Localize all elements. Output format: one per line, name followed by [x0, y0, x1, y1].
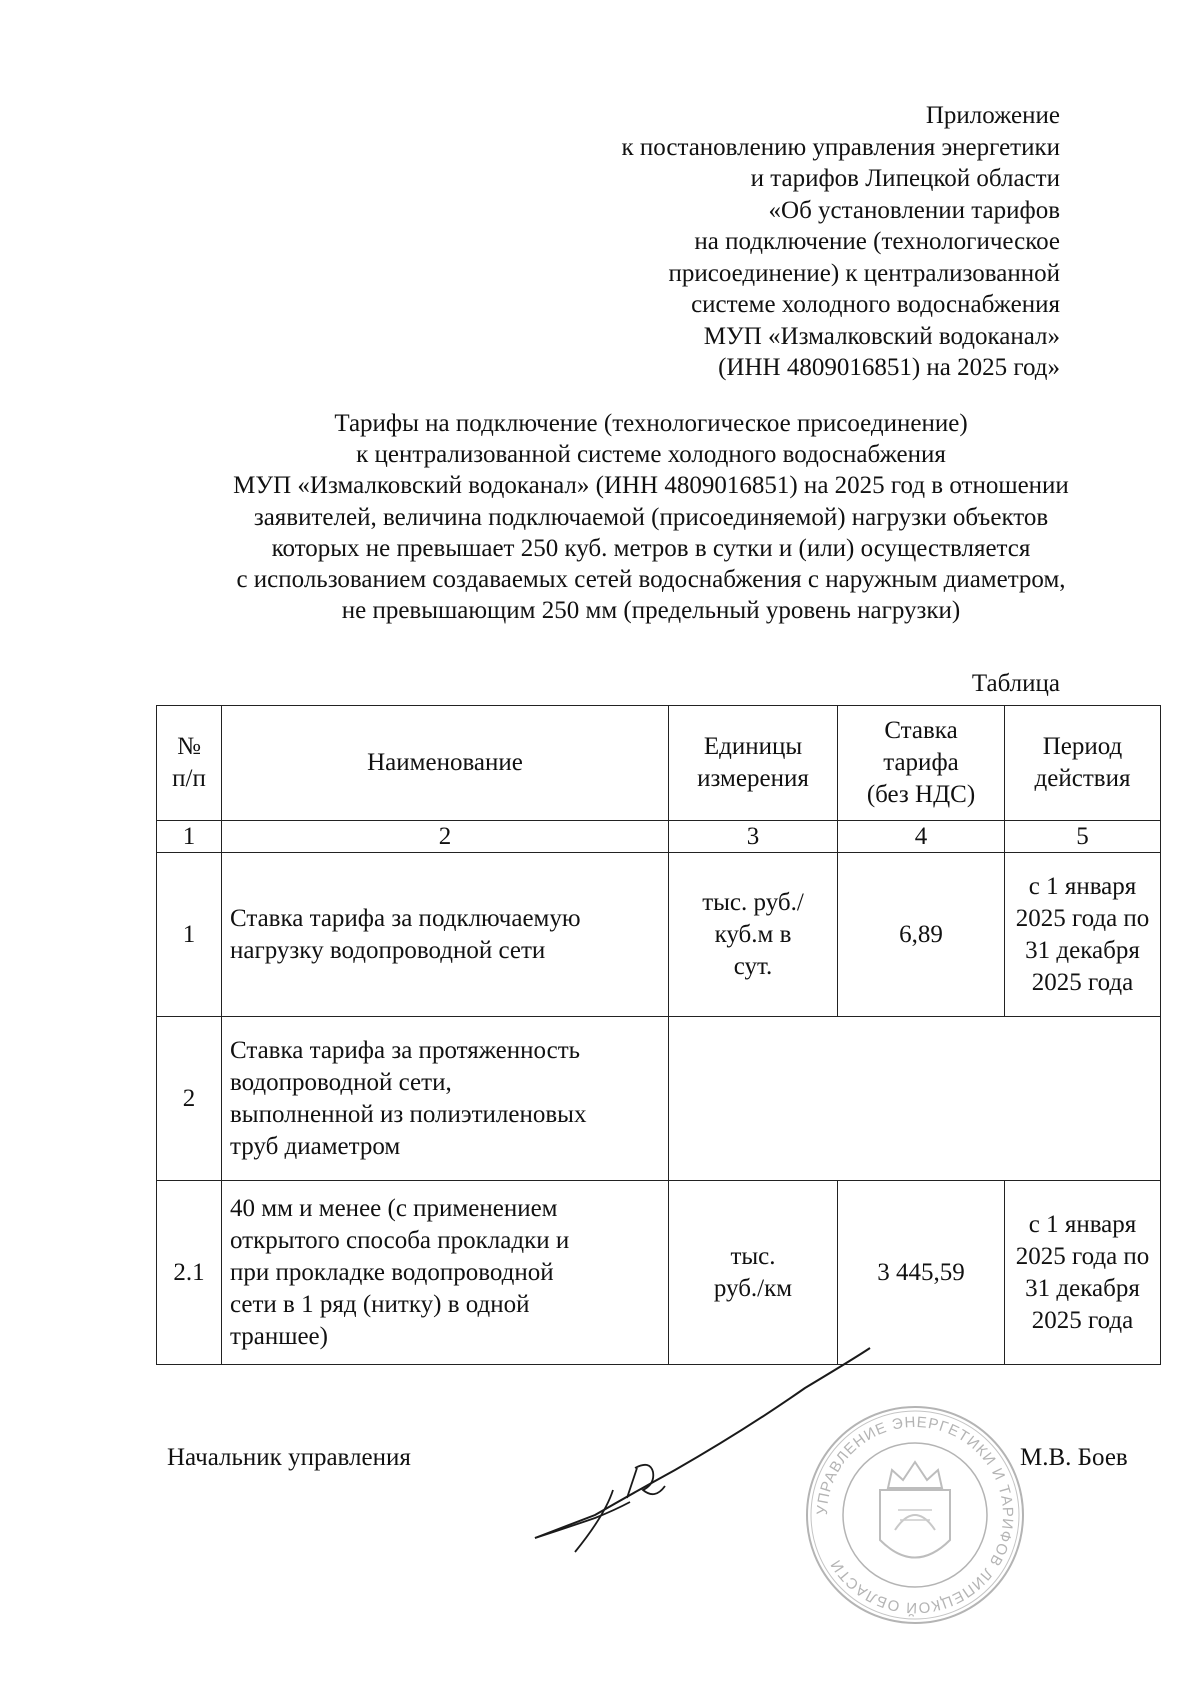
- row-unit: тыс. руб./ куб.м в сут.: [669, 853, 838, 1017]
- row-num: 2.1: [157, 1181, 222, 1365]
- row-num: 1: [157, 853, 222, 1017]
- signer-position: Начальник управления: [167, 1444, 411, 1471]
- handwritten-signature: [515, 1340, 875, 1565]
- column-number: 3: [669, 821, 838, 853]
- table-row: [157, 1017, 1161, 1181]
- title-line: заявителей, величина подключаемой (присоединяемой) нагрузки объектов: [253, 503, 1049, 531]
- appendix-line: «Об установлении тарифов: [768, 196, 1060, 224]
- document-title: [156, 408, 1146, 626]
- column-number: 4: [838, 821, 1005, 853]
- appendix-header: [621, 100, 1060, 384]
- row-name: Ставка тарифа за подключаемую нагрузку водопроводной сети: [222, 853, 669, 1017]
- title-line: с использованием создаваемых сетей водоснабжения с наружным диаметром,: [236, 566, 1066, 594]
- header-num: № п/п: [157, 706, 222, 821]
- table-row: [157, 1181, 1161, 1365]
- seal-text: УПРАВЛЕНИЕ ЭНЕРГЕТИКИ И ТАРИФОВ ЛИПЕЦКОЙ ОБЛАСТИ: [813, 1413, 1017, 1617]
- column-number: 2: [222, 821, 669, 853]
- title-line: МУП «Измалковский водоканал» (ИНН 4809016851) на 2025 год в отношении: [233, 472, 1069, 500]
- row-rate: 6,89: [838, 853, 1005, 1017]
- table-caption: Таблица: [971, 670, 1060, 697]
- appendix-line: на подключение (технологическое: [694, 228, 1060, 255]
- appendix-line: присоединение) к централизованной: [668, 259, 1060, 287]
- merged-empty-cell: [669, 1017, 1161, 1181]
- row-name: Ставка тарифа за протяженность водопроводной сети, выполненной из полиэтиленовых труб диаметром: [222, 1017, 669, 1181]
- header-rate: Ставка тарифа (без НДС): [838, 706, 1005, 821]
- header-name: Наименование: [222, 706, 669, 821]
- title-line: которых не превышает 250 куб. метров в сутки и (или) осуществляется: [271, 534, 1031, 562]
- tariff-table: [156, 705, 1161, 1365]
- appendix-line: Приложение: [925, 102, 1060, 129]
- row-rate: 3 445,59: [838, 1181, 1005, 1365]
- signer-name: М.В. Боев: [1020, 1444, 1128, 1471]
- column-number: 5: [1005, 821, 1161, 853]
- row-unit: тыс. руб./км: [669, 1181, 838, 1365]
- appendix-line: МУП «Измалковский водоканал»: [703, 322, 1060, 350]
- header-period: Период действия: [1005, 706, 1161, 821]
- appendix-line: системе холодного водоснабжения: [691, 291, 1060, 318]
- row-period: с 1 января 2025 года по 31 декабря 2025 года: [1005, 1181, 1161, 1365]
- row-num: 2: [157, 1017, 222, 1181]
- title-line: к централизованной системе холодного водоснабжения: [356, 441, 946, 469]
- row-name: 40 мм и менее (с применением открытого способа прокладки и при прокладке водопроводной сети в 1 ряд (нитку) в одной траншее): [222, 1181, 669, 1365]
- table-row: [157, 853, 1161, 1017]
- appendix-line: и тарифов Липецкой области: [750, 165, 1060, 192]
- column-number: 1: [157, 821, 222, 853]
- row-period: с 1 января 2025 года по 31 декабря 2025 года: [1005, 853, 1161, 1017]
- title-line: не превышающим 250 мм (предельный уровень нагрузки): [341, 597, 961, 625]
- appendix-line: (ИНН 4809016851) на 2025 год»: [718, 354, 1060, 381]
- appendix-line: к постановлению управления энергетики: [621, 133, 1060, 161]
- title-line: Тарифы на подключение (технологическое присоединение): [334, 410, 968, 437]
- column-number-row: [157, 821, 1161, 853]
- table-header-row: [157, 706, 1161, 821]
- header-unit: Единицы измерения: [669, 706, 838, 821]
- signature-graphic: [515, 1340, 875, 1560]
